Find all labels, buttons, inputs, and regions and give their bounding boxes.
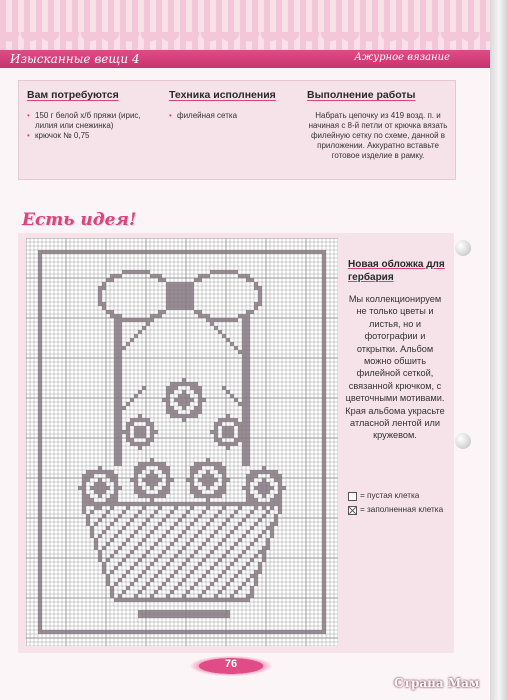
work-text: Набрать цепочку из 419 возд. п. и начиная с 8-й петли от крючка вязать филейную сетку по схеме, данной в приложении. Аккуратно вставьте готовое изделие в рамку. <box>308 111 448 160</box>
binder-hole <box>455 240 471 256</box>
side-text: Мы коллекционируем не только цветы и листья, но и фотографии и открытки. Альбом можно обшить филейной сеткой, связанной крючком, с цветочными мотивами. Края альбома украсьте атласной лентой или кружевом. <box>345 294 445 441</box>
legend-filled-label: = заполненная клетка <box>360 505 444 514</box>
technique-title: Техника исполнения <box>169 89 276 101</box>
materials-column <box>27 89 157 141</box>
side-title: Новая обложка для гербария <box>348 259 445 283</box>
materials-title: Вам потребуются <box>27 89 119 101</box>
empty-cell-icon <box>348 492 357 501</box>
work-column <box>307 89 449 161</box>
list-item: • 150 г белой х/б пряжи (ирис, лилия или снежинка) <box>27 111 157 131</box>
section-title: Ажурное вязание <box>354 52 450 63</box>
legend <box>348 491 448 519</box>
pattern-section <box>18 233 454 653</box>
idea-title: Есть идея! <box>22 210 137 230</box>
work-title: Выполнение работы <box>307 89 416 101</box>
binder-hole <box>455 433 471 449</box>
legend-empty-label: = пустая клетка <box>360 491 420 500</box>
page-number: 76 <box>224 658 238 670</box>
watermark-logo: Страна Мам <box>394 676 480 690</box>
lace-scallop <box>0 32 490 52</box>
list-item: • крючок № 0,75 <box>27 131 157 141</box>
magazine-title: Изысканные вещи 4 <box>10 52 140 66</box>
legend-filled <box>348 505 448 515</box>
legend-empty <box>348 491 448 501</box>
page-spine <box>490 0 508 700</box>
materials-list <box>27 111 157 141</box>
info-box <box>18 80 456 180</box>
filet-crochet-chart <box>26 238 338 646</box>
technique-column <box>169 89 299 121</box>
list-item: • филейная сетка <box>169 111 299 121</box>
technique-list <box>169 111 299 121</box>
page-number-badge <box>190 656 272 676</box>
filled-cell-icon <box>348 506 357 515</box>
